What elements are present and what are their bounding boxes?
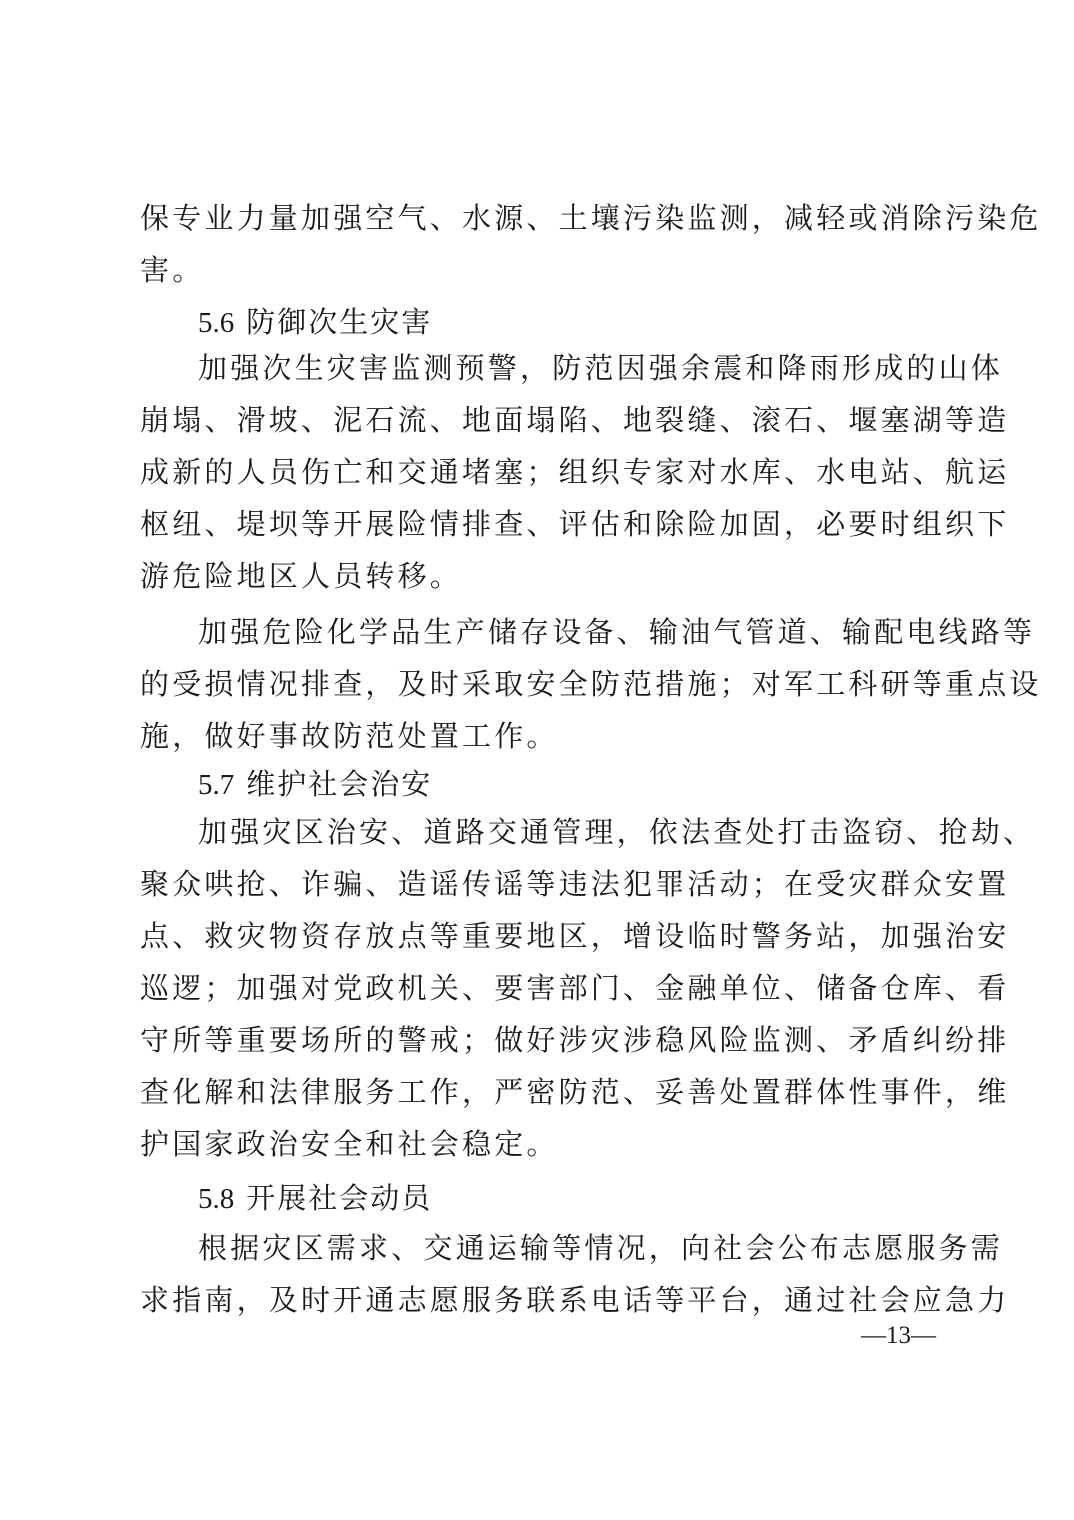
- paragraph-line: 查化解和法律服务工作，严密防范、妥善处置群体性事件，维: [140, 1075, 1010, 1109]
- section-heading-5-7: [198, 758, 432, 810]
- paragraph-line: 根据灾区需求、交通运输等情况，向社会公布志愿服务需: [198, 1231, 1004, 1265]
- paragraph-line: 点、救灾物资存放点等重要地区，增设临时警务站，加强治安: [140, 919, 1010, 953]
- paragraph-line: 保专业力量加强空气、水源、土壤污染监测，减轻或消除污染危: [140, 201, 1042, 235]
- page-number: —13—: [861, 1322, 936, 1349]
- paragraph-line: 崩塌、滑坡、泥石流、地面塌陷、地裂缝、滚石、堰塞湖等造: [140, 403, 1010, 437]
- paragraph-line: 加强危险化学品生产储存设备、输油气管道、输配电线路等: [198, 615, 1036, 649]
- paragraph-line: 害。: [140, 253, 205, 287]
- paragraph-line: 加强次生灾害监测预警，防范因强余震和降雨形成的山体: [198, 351, 1004, 385]
- paragraph-line: 聚众哄抢、诈骗、造谣传谣等违法犯罪活动；在受灾群众安置: [140, 867, 1010, 901]
- section-number: 5.6: [198, 307, 235, 339]
- paragraph-line: 护国家政治安全和社会稳定。: [140, 1127, 559, 1161]
- paragraph-line: 施，做好事故防范处置工作。: [140, 719, 559, 753]
- paragraph-line: 枢纽、堤坝等开展险情排查、评估和除险加固，必要时组织下: [140, 507, 1010, 541]
- paragraph-line: 守所等重要场所的警戒；做好涉灾涉稳风险监测、矛盾纠纷排: [140, 1023, 1010, 1057]
- paragraph-line: 求指南，及时开通志愿服务联系电话等平台，通过社会应急力: [140, 1283, 1010, 1317]
- section-title: 防御次生灾害: [246, 305, 433, 339]
- paragraph-line: 的受损情况排查，及时采取安全防范措施；对军工科研等重点设: [140, 667, 1042, 701]
- paragraph-line: 加强灾区治安、道路交通管理，依法查处打击盗窃、抢劫、: [198, 815, 1036, 849]
- paragraph-line: 成新的人员伤亡和交通堵塞；组织专家对水库、水电站、航运: [140, 455, 1010, 489]
- paragraph-line: 游危险地区人员转移。: [140, 559, 463, 593]
- section-heading-5-6: [198, 296, 432, 348]
- section-number: 5.8: [198, 1183, 235, 1215]
- section-title: 开展社会动员: [246, 1181, 433, 1215]
- section-number: 5.7: [198, 769, 235, 801]
- section-heading-5-8: [198, 1172, 432, 1224]
- section-title: 维护社会治安: [246, 767, 433, 801]
- paragraph-line: 巡逻；加强对党政机关、要害部门、金融单位、储备仓库、看: [140, 971, 1010, 1005]
